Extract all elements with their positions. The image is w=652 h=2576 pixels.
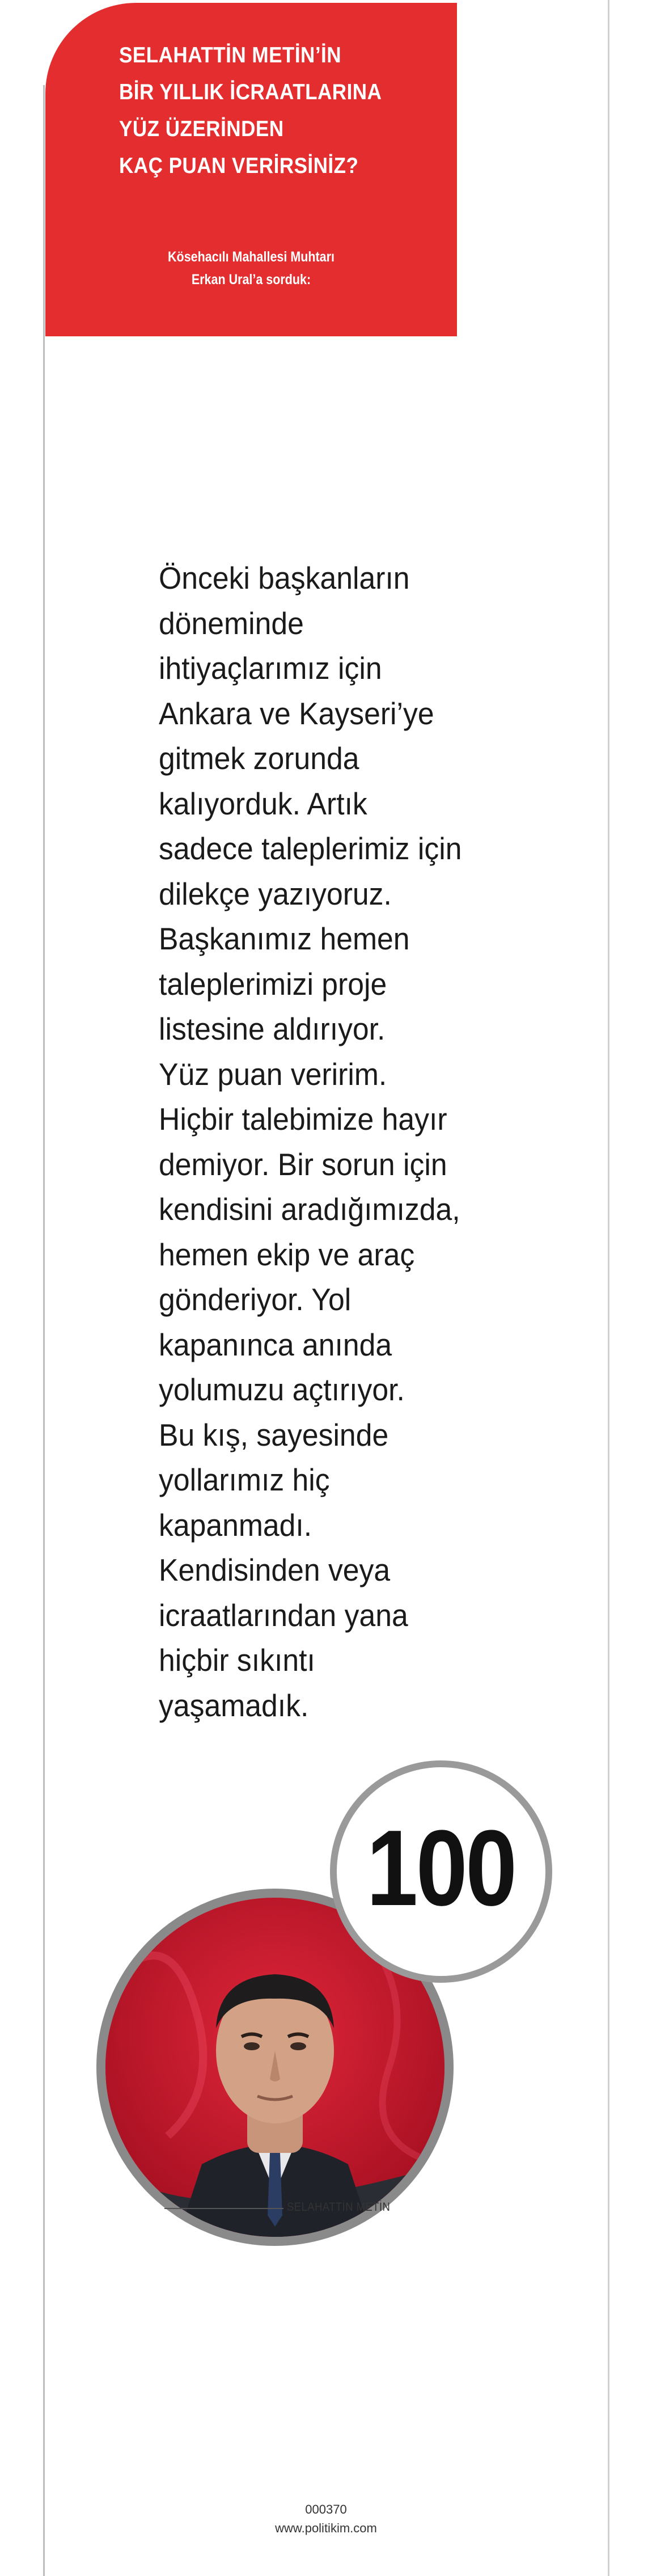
question-header: [45, 3, 457, 336]
left-divider: [43, 85, 45, 2576]
portrait-caption: SELAHATTİN METİN: [287, 2201, 391, 2214]
footer-code: 000370: [305, 2502, 347, 2516]
respondent-title: Kösehacılı Mahallesi Muhtarı: [168, 249, 335, 265]
right-divider: [608, 0, 609, 2576]
footer-website: www.politikim.com: [275, 2521, 377, 2535]
respondent-name: Erkan Ural’a sorduk:: [191, 272, 311, 288]
footer: [0, 2500, 652, 2537]
answer-text: Önceki başkanların döneminde ihtiyaçlarımız için Ankara ve Kayseri’ye gitmek zorunda kalıyorduk. Artık sadece taleplerimiz için dilekçe yazıyoruz. Başkanımız hemen taleplerimizi proje listesine aldırıyor. Yüz puan veririm. Hiçbir talebimize hayır demiyor. Bir sorun için kendisini aradığımızda, hemen ekip ve araç gönderiyor. Yol kapanınca anında yolumuzu açtırıyor. Bu kış, sayesinde yollarımız hiç kapanmadı. Kendisinden veya icraatlarından yana hiçbir sıkıntı yaşamadık.: [159, 560, 462, 1723]
question-title: SELAHATTİN METİN’İN BİR YILLIK İCRAATLARINA YÜZ ÜZERİNDEN KAÇ PUAN VERİRSİNİZ?: [119, 43, 382, 178]
respondent-info: [74, 246, 428, 291]
score-badge: [330, 1760, 552, 1983]
score-value: 100: [366, 1808, 516, 1928]
caption-rule: [164, 2208, 283, 2209]
